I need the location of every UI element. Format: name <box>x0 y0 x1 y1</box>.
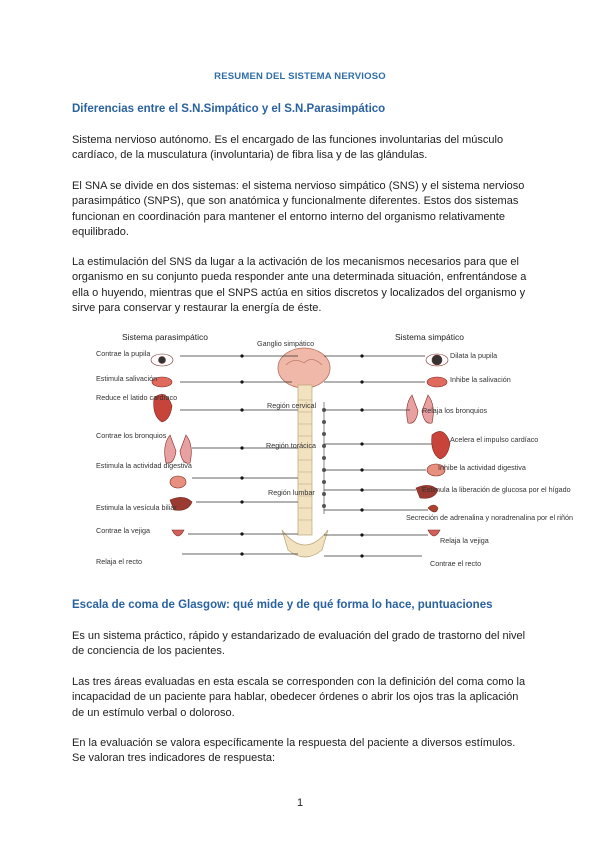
label-left-vejiga: Contrae la vejiga <box>96 526 150 535</box>
section-heading-glasgow: Escala de coma de Glasgow: qué mide y de qué forma lo hace, puntuaciones <box>72 599 493 611</box>
label-left-cardiaco: Reduce el latido cardíaco <box>96 393 178 402</box>
page-title: RESUMEN DEL SISTEMA NERVIOSO <box>214 71 386 82</box>
paragraph: La estimulación del SNS da lugar a la activación de los mecanismos necesarios para que el organismo en su conjunto pueda responder ante una determinada situación, enfrentándose a ella o huyendo, mientras que el SNPS actúa en sitios discretos y localizados del organismo y sirve para conservar y restaurar la energía de éste. <box>72 256 527 314</box>
paragraph: Las tres áreas evaluadas en esta escala se corresponden con la definición del coma como la incapacidad de un paciente para hablar, obedecer órdenes o abrir los ojos tras la aplicación de un estímulo verbal o doloroso. <box>72 676 526 719</box>
label-left-pupila: Contrae la pupila <box>96 349 151 358</box>
label-right-glucosa: Estimula la liberación de glucosa por el hígado <box>422 485 571 494</box>
left-title: Sistema parasimpático <box>122 332 208 342</box>
nervous-system-diagram <box>92 330 574 570</box>
label-left-bronquios: Contrae los bronquios <box>96 431 167 440</box>
ganglion-label: Ganglio simpático <box>257 339 315 348</box>
label-right-adrenalina: Secreción de adrenalina y noradrenalina por el riñón <box>406 513 574 522</box>
label-right-recto: Contrae el recto <box>430 559 482 568</box>
label-right-bronquios: Relaja los bronquios <box>422 406 488 415</box>
right-title: Sistema simpático <box>395 332 464 342</box>
label-left-vesicula: Estimula la vesícula biliar <box>96 503 177 512</box>
paragraph: Sistema nervioso autónomo. Es el encargado de las funciones involuntarias del músculo cardíaco, de la musculatura (involuntaria) de fibra lisa y de las glándulas. <box>72 134 504 162</box>
label-left-digestiva: Estimula la actividad digestiva <box>96 461 192 470</box>
region-lumbar: Región lumbar <box>268 488 315 497</box>
label-right-digestiva: Inhibe la actividad digestiva <box>438 463 526 472</box>
label-right-pupila: Dilata la pupila <box>450 351 498 360</box>
label-right-vejiga: Relaja la vejiga <box>440 536 489 545</box>
section-heading-sympathetic: Diferencias entre el S.N.Simpático y el S.N.Parasimpático <box>72 103 386 115</box>
paragraph: En la evaluación se valora específicamente la respuesta del paciente a diversos estímulos. Se valoran tres indicadores de respuesta: <box>72 737 516 765</box>
label-right-saliva: Inhibe la salivación <box>450 375 511 384</box>
region-cervical: Región cervical <box>267 401 317 410</box>
paragraph: Es un sistema práctico, rápido y estandarizado de evaluación del grado de trastorno del nivel de conciencia de los pacientes. <box>72 630 526 658</box>
paragraph: El SNA se divide en dos sistemas: el sistema nervioso simpático (SNS) y el sistema nervioso parasimpático (SNPS), que son anatómica y funcionalmente diferentes. Estos dos sistemas funcionan en coordinación para mantener el entorno interno del organismo relativamente equilibrado. <box>72 180 525 238</box>
page-number: 1 <box>296 797 304 809</box>
label-left-recto: Relaja el recto <box>96 557 142 566</box>
region-toracica: Región torácica <box>266 441 316 450</box>
label-left-saliva: Estimula salivación <box>96 374 158 383</box>
label-right-cardiaco: Acelera el impulso cardíaco <box>450 435 539 444</box>
